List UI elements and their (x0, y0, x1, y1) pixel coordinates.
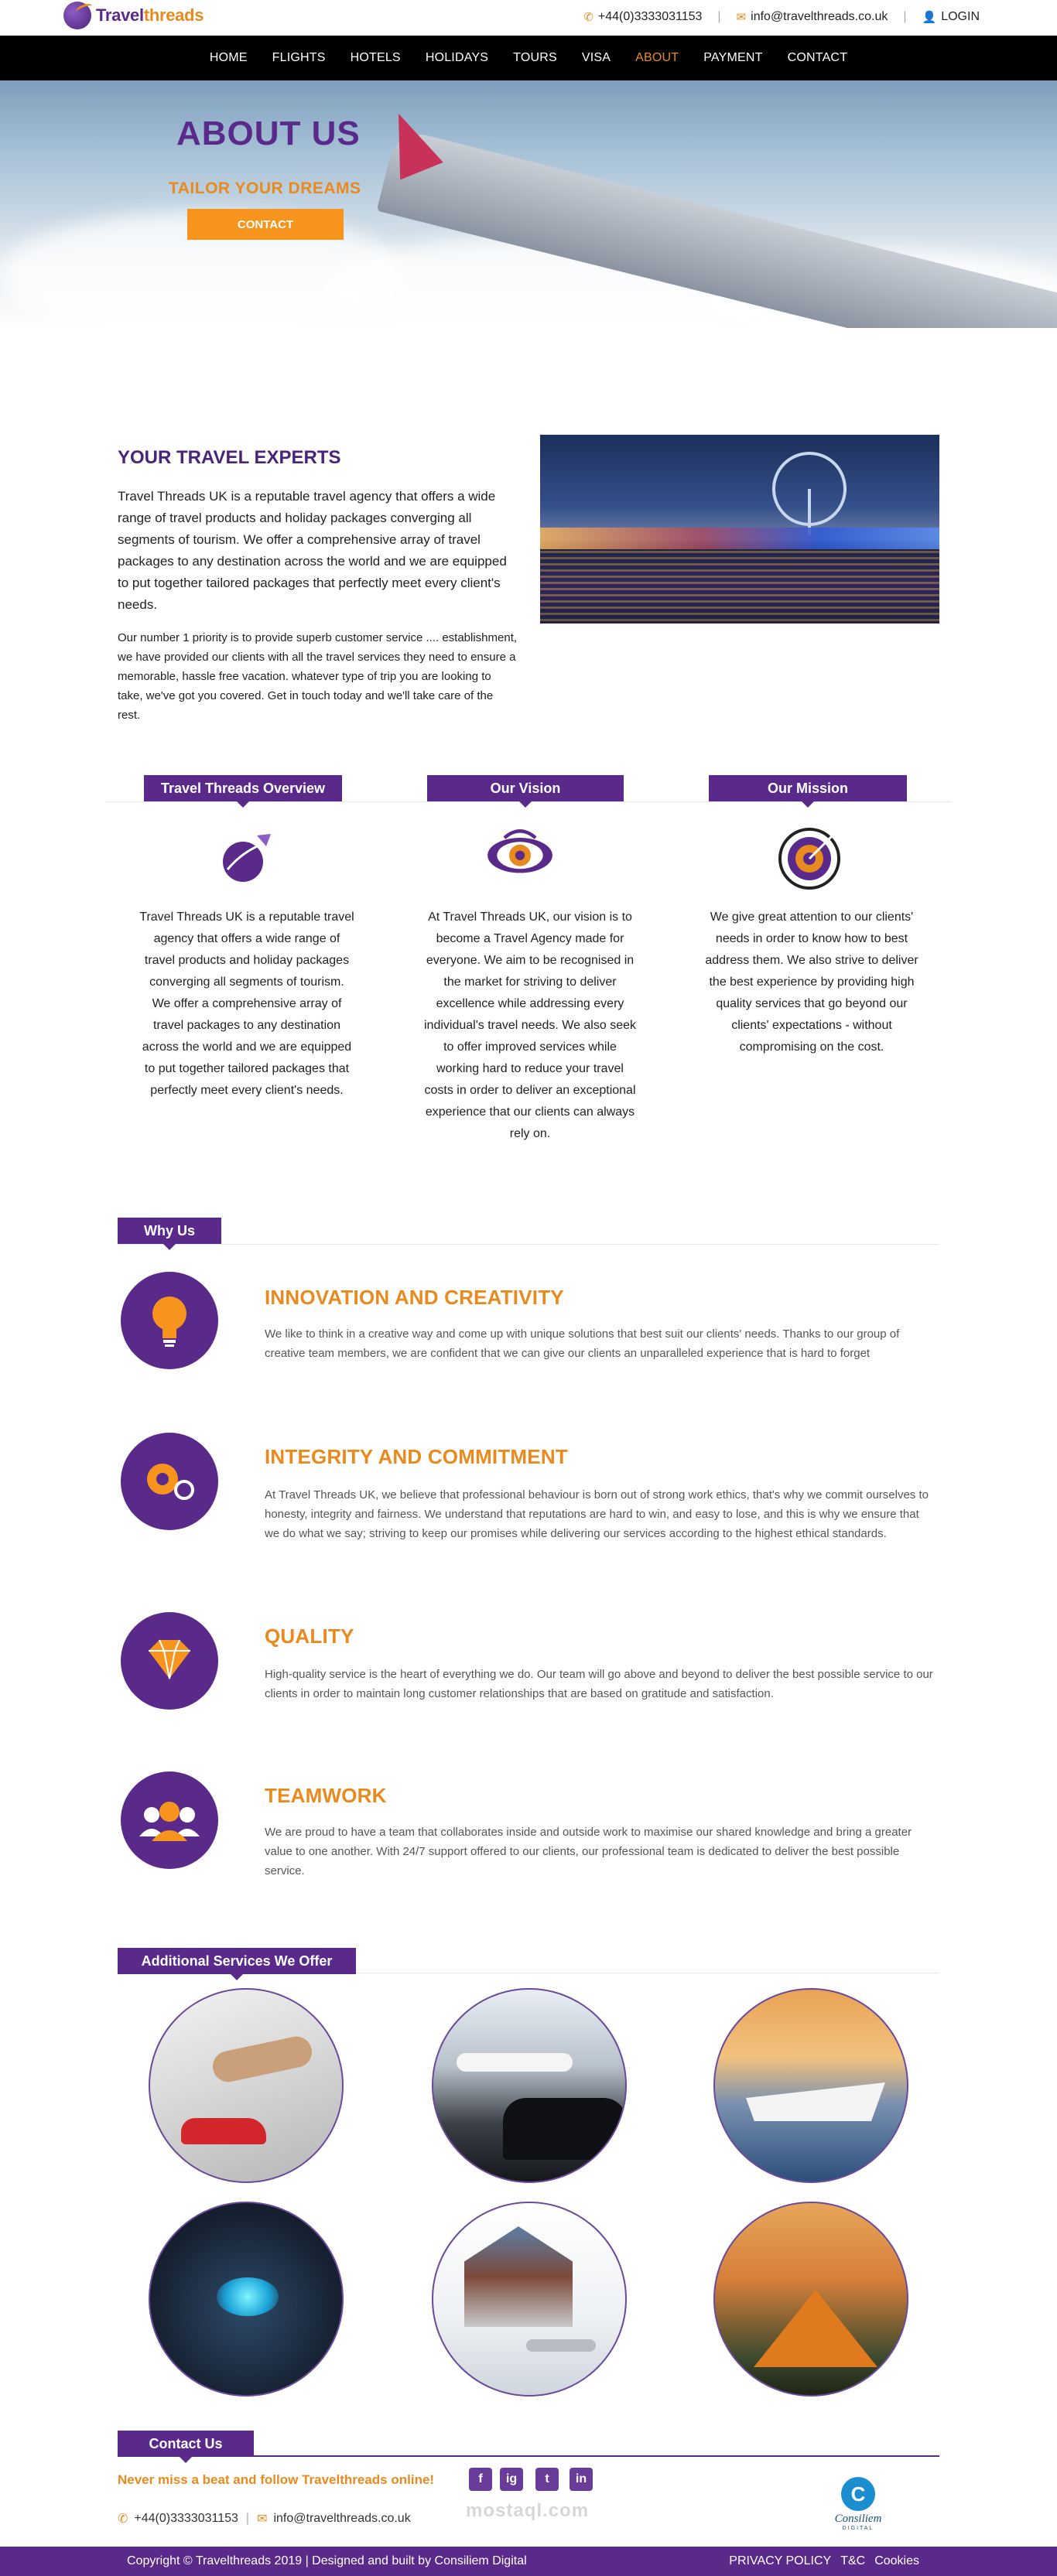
instagram-icon[interactable]: ig (500, 2468, 523, 2491)
property-image[interactable] (432, 2202, 627, 2397)
divider: | (717, 10, 721, 23)
tab-additional-services: Additional Services We Offer (118, 1948, 356, 1974)
car-rental-image[interactable] (149, 1988, 344, 2183)
overview-text: Travel Threads UK is a reputable travel agency that offers a wide range of travel products and holiday packages converging all segments of tourism. We offer a comprehensive array of travel packages to any destination across the world and we are equipped to put together tailored packages that perfectly meet every client's needs. (139, 910, 354, 1097)
why-title-teamwork: TEAMWORK (265, 1784, 387, 1807)
nav-hotels[interactable]: HOTELS (350, 51, 401, 64)
nav-home[interactable]: HOME (209, 51, 248, 64)
team-icon (121, 1771, 218, 1869)
logo[interactable] (63, 2, 204, 29)
gears-icon (121, 1433, 218, 1530)
hero-banner (0, 80, 1057, 328)
cookies-link[interactable]: Cookies (874, 2554, 919, 2567)
tab-overview: Travel Threads Overview (144, 775, 342, 801)
hero-contact-button[interactable]: CONTACT (187, 209, 344, 240)
why-item-integrity-icon (121, 1433, 218, 1530)
consiliem-name: Consiliem (834, 2513, 882, 2525)
tent-shape (754, 2290, 877, 2367)
divider: | (903, 10, 907, 23)
why-text-integrity: At Travel Threads UK, we believe that professional behaviour is born out of strong work ethics, that's why we commit ourselves to honesty, integrity and fairness. We understand that reputations are hard to win, and easy to lose, and this is why we ensure that we do what we say; striving to keep our promises while delivering our services according to the highest ethical standards. (265, 1488, 929, 1540)
footer-links (720, 2554, 919, 2568)
phone-icon: ✆ (118, 2513, 128, 2526)
river-reflection-shape (540, 551, 939, 624)
footer (0, 2547, 1057, 2576)
contact-info (118, 2511, 411, 2526)
hero-subtitle: TAILOR YOUR DREAMS (169, 179, 361, 197)
glowing-plane-shape (217, 2277, 279, 2316)
nav-holidays[interactable]: HOLIDAYS (425, 51, 489, 64)
why-item-teamwork-icon (121, 1771, 218, 1869)
logo-globe-icon (63, 2, 91, 29)
terms-link[interactable]: T&C (840, 2554, 866, 2567)
nav-payment[interactable]: PAYMENT (703, 51, 763, 64)
experts-paragraph-1: Travel Threads UK is a reputable travel agency that offers a wide range of travel products and holiday packages converging all segments of tourism. We offer a comprehensive array of travel packages to any destination across the world and we are equipped to put together tailored packages that perfectly meet every client's needs. (118, 489, 507, 612)
twitter-icon[interactable]: t (535, 2468, 559, 2491)
eye-icon (483, 817, 557, 891)
jet-shape (457, 2053, 573, 2072)
envelope-icon: ✉ (736, 11, 747, 24)
black-car-shape (503, 2098, 627, 2160)
diamond-icon (121, 1612, 218, 1710)
why-item-innovation-icon (121, 1272, 218, 1369)
section-rule (118, 2455, 939, 2457)
consiliem-mark-icon: C (841, 2477, 875, 2511)
section-rule (118, 1244, 939, 1245)
tab-contact-us: Contact Us (118, 2431, 254, 2457)
why-title-innovation: INNOVATION AND CREATIVITY (265, 1286, 564, 1309)
experts-paragraph-2: Our number 1 priority is to provide superb customer service .... establishment, we have provided our clients with all the travel services they need to ensure a memorable, hassle free vacation. whatever type of trip you are looking to take, we've got you covered. Get in touch today and we'll take care of the rest. (118, 631, 518, 722)
top-contact (583, 10, 980, 24)
divider: | (245, 2512, 250, 2525)
chauffeur-jet-image[interactable] (432, 1988, 627, 2183)
main-nav (0, 36, 1057, 80)
target-icon (772, 820, 847, 894)
travel-insurance-image[interactable] (149, 2202, 344, 2397)
nav-about[interactable]: ABOUT (635, 51, 679, 64)
tab-vision: Our Vision (427, 775, 624, 801)
why-text-quality: High-quality service is the heart of everything we do. Our team will go above and beyond to deliver the best possible service to our clients in order to maintain long customer relationships that are based on gratitude and satisfaction. (265, 1668, 933, 1700)
linkedin-icon[interactable]: in (570, 2468, 593, 2491)
cruise-ship-shape (746, 2082, 885, 2121)
city-lights-shape (540, 528, 939, 549)
facebook-icon[interactable]: f (469, 2468, 492, 2491)
contact-phone[interactable]: +44(0)3333031153 (134, 2512, 238, 2525)
phone-icon: ✆ (583, 11, 593, 24)
why-text-innovation: We like to think in a creative way and come up with unique solutions that best suit our clients' needs. Thanks to our group of creative team members, we are confident that we can give our clients an unparalleled experience that is hard to forget (265, 1327, 900, 1360)
top-bar (0, 0, 1057, 36)
hand-shape (210, 2034, 314, 2085)
nav-contact[interactable]: CONTACT (787, 51, 848, 64)
house-model-shape (464, 2226, 573, 2327)
privacy-policy-link[interactable]: PRIVACY POLICY (729, 2554, 832, 2567)
copyright: Copyright © Travelthreads 2019 | Designed and built by Consiliem Digital (127, 2554, 527, 2567)
camping-image[interactable] (713, 2202, 908, 2397)
keys-shape (526, 2339, 596, 2352)
london-eye-image (540, 435, 939, 624)
nav-flights[interactable]: FLIGHTS (272, 51, 326, 64)
why-text-teamwork: We are proud to have a team that collaborates inside and outside work to maximise our shared knowledge and bring a greater value to one another. With 24/7 support offered to our clients, our professional team is dedicated to deliver the best possible service. (265, 1826, 912, 1877)
envelope-icon: ✉ (257, 2513, 268, 2526)
user-icon: 👤 (922, 11, 937, 24)
logo-text: Travelthreads (96, 5, 204, 25)
cruise-image[interactable] (713, 1988, 908, 2183)
page-title: ABOUT US (176, 114, 361, 152)
login-link[interactable]: 👤 LOGIN (922, 10, 980, 24)
why-title-quality: QUALITY (265, 1625, 354, 1648)
ferris-wheel-shape (772, 452, 847, 526)
watermark: mostaql.com (466, 2500, 590, 2521)
why-item-quality-icon (121, 1612, 218, 1710)
follow-tagline: Never miss a beat and follow Travelthreads online! (118, 2472, 435, 2487)
consiliem-sub: DIGITAL (842, 2526, 874, 2531)
contact-email[interactable]: info@travelthreads.co.uk (273, 2512, 411, 2525)
tab-why-us: Why Us (118, 1218, 221, 1244)
mission-text: We give great attention to our clients' needs in order to know how to best address them. We also strive to deliver the best experience by providing high quality services that go beyond our clients' expectations - without compromising on the cost. (705, 910, 918, 1054)
experts-title: YOUR TRAVEL EXPERTS (118, 447, 341, 468)
nav-visa[interactable]: VISA (581, 51, 611, 64)
globe-plane-icon (209, 820, 283, 894)
top-phone[interactable]: ✆ +44(0)3333031153 (583, 10, 703, 24)
consiliem-logo[interactable] (826, 2477, 890, 2531)
nav-tours[interactable]: TOURS (513, 51, 557, 64)
lightbulb-icon (121, 1272, 218, 1369)
vision-text: At Travel Threads UK, our vision is to become a Travel Agency made for everyone. We aim to be recognised in the market for striving to deliver excellence while addressing every individual's travel needs. We also seek to offer improved services while working hard to reduce your travel costs in order to deliver an exceptional experience that our clients can always rely on. (423, 910, 636, 1140)
tab-mission: Our Mission (709, 775, 907, 801)
top-email[interactable]: ✉ info@travelthreads.co.uk (736, 10, 888, 24)
red-car-shape (181, 2118, 266, 2144)
why-title-integrity: INTEGRITY AND COMMITMENT (265, 1445, 568, 1468)
